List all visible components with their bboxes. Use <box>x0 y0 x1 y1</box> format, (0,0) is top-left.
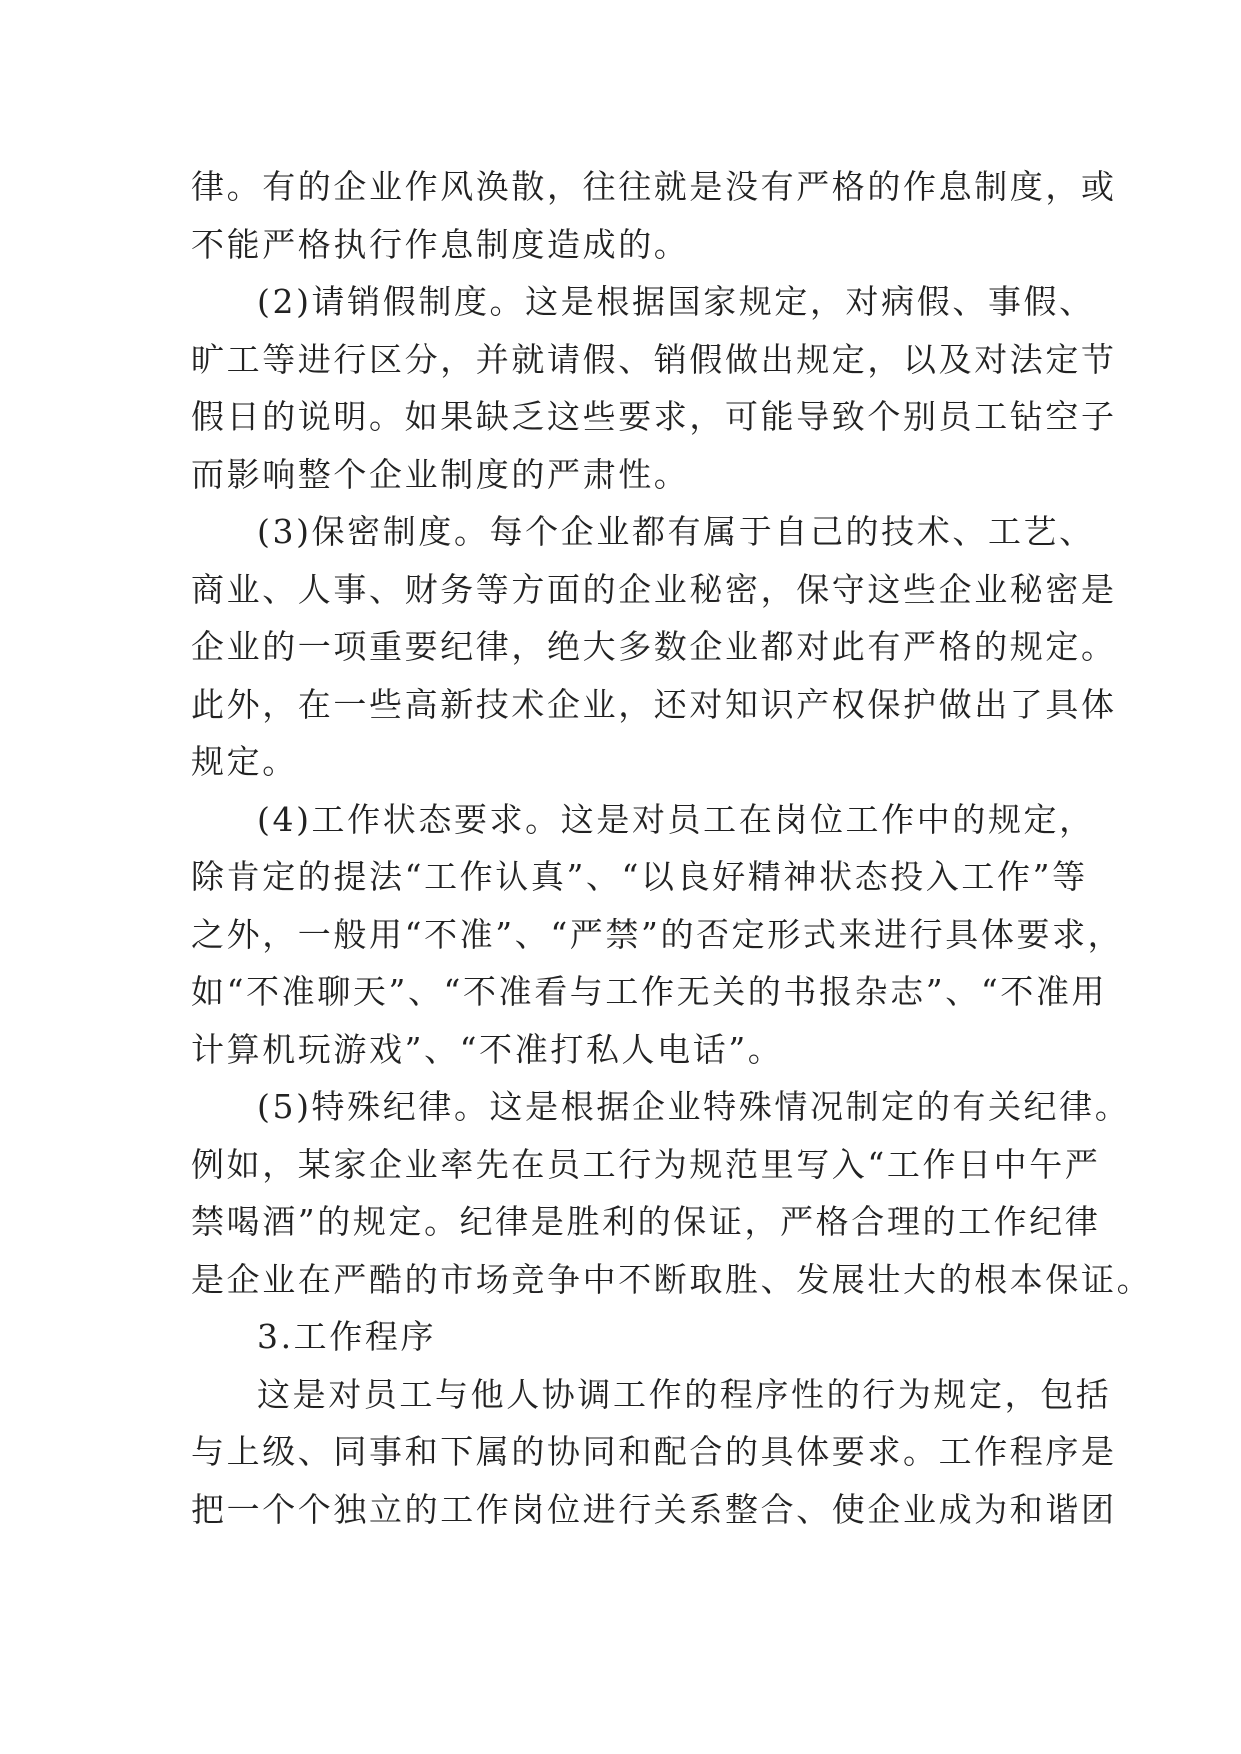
text-line: (2)请销假制度。这是根据国家规定，对病假、事假、 <box>257 282 1095 321</box>
text-line: (5)特殊纪律。这是根据企业特殊情况制定的有关纪律。 <box>257 1087 1131 1126</box>
text-line: 之外，一般用“不准”、“严禁”的否定形式来进行具体要求， <box>191 914 1124 954</box>
section-heading: 3.工作程序 <box>257 1317 437 1356</box>
text-line: 商业、人事、财务等方面的企业秘密，保守这些企业秘密是 <box>191 569 1117 609</box>
text-line: 除肯定的提法“工作认真”、“以良好精神状态投入工作”等 <box>191 857 1088 896</box>
text-line: 而影响整个企业制度的严肃性。 <box>191 454 690 494</box>
text-line: 例如，某家企业率先在员工行为规范里写入“工作日中午严 <box>191 1144 1101 1184</box>
text-line: 旷工等进行区分，并就请假、销假做出规定，以及对法定节 <box>191 339 1117 379</box>
text-line: 这是对员工与他人协调工作的程序性的行为规定，包括 <box>257 1374 1112 1414</box>
text-line: 是企业在严酷的市场竞争中不断取胜、发展壮大的根本保证。 <box>191 1259 1153 1299</box>
text-line: 计算机玩游戏”、“不准打私人电话”。 <box>191 1029 784 1069</box>
text-line: (4)工作状态要求。这是对员工在岗位工作中的规定， <box>257 799 1095 839</box>
body-text <box>191 158 1153 1538</box>
text-line: 规定。 <box>191 742 298 781</box>
text-line: 企业的一项重要纪律，绝大多数企业都对此有严格的规定。 <box>191 627 1117 666</box>
text-line: 禁喝酒”的规定。纪律是胜利的保证，严格合理的工作纪律 <box>191 1202 1101 1241</box>
text-line: 假日的说明。如果缺乏这些要求，可能导致个别员工钻空子 <box>191 397 1117 436</box>
text-line: 把一个个独立的工作岗位进行关系整合、使企业成为和谐团 <box>191 1489 1117 1529</box>
text-line: (3)保密制度。每个企业都有属于自己的技术、工艺、 <box>257 512 1095 551</box>
text-line: 如“不准聊天”、“不准看与工作无关的书报杂志”、“不准用 <box>191 972 1108 1011</box>
text-line: 律。有的企业作风涣散，往往就是没有严格的作息制度，或 <box>191 167 1117 206</box>
text-line: 不能严格执行作息制度造成的。 <box>191 224 690 264</box>
text-line: 此外，在一些高新技术企业，还对知识产权保护做出了具体 <box>191 684 1117 724</box>
text-line: 与上级、同事和下属的协同和配合的具体要求。工作程序是 <box>191 1432 1117 1471</box>
